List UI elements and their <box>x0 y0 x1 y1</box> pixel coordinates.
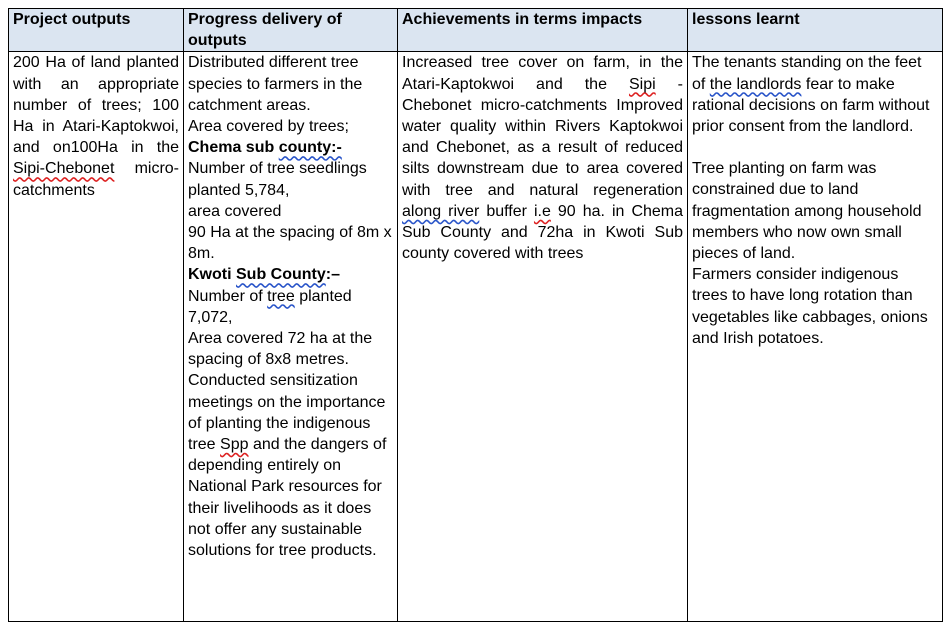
lesson-indigenous-trees: Farmers consider indigenous trees to have long rotation than vegetables like cabbages, onions and Irish potatoes. <box>692 266 928 347</box>
progress-area-covered: Area covered by trees; <box>188 118 349 136</box>
cell-lessons-learnt <box>688 52 943 622</box>
kwoti-trees-planted: Number of tree planted 7,072, <box>188 287 352 326</box>
chema-spacing: 90 Ha at the spacing of 8m x 8m. <box>188 224 392 263</box>
cell-achievements <box>398 52 688 622</box>
chema-seedlings: Number of tree seedlings planted 5,784, <box>188 160 367 199</box>
header-project-outputs: Project outputs <box>9 9 184 52</box>
cell-project-outputs <box>9 52 184 622</box>
cell-progress-delivery <box>184 52 398 622</box>
table-row <box>9 52 943 622</box>
lesson-tenants: The tenants standing on the feet of the landlords fear to make rational decisions on farm without prior consent from the landlord. <box>692 54 930 136</box>
grammar-flag: Sub County <box>236 266 326 284</box>
achievements-text: Increased tree cover on farm, in the Atari-Kaptokwoi and the Sipi - Chebonet micro-catchments Improved water quality within Rivers Kaptokwoi and Chebonet, as a result of reduced silts downstream due to area covered with tree and natural regeneration along river buffer i.e 90 ha. in Chema Sub County and 72ha in Kwoti Sub county covered with trees <box>402 54 684 263</box>
spelling-flag: Sipi <box>628 75 656 93</box>
grammar-flag: tree <box>267 287 295 305</box>
kwoti-heading: Kwoti Sub County:– <box>188 266 340 284</box>
paragraph-spacer <box>692 137 938 158</box>
header-progress-delivery: Progress delivery of outputs <box>184 9 398 52</box>
spelling-flag: i.e <box>533 202 551 220</box>
chema-area: area covered <box>188 202 282 220</box>
outputs-table <box>8 8 943 622</box>
lesson-fragmentation: Tree planting on farm was constrained due to land fragmentation among household members who now own small pieces of land. <box>692 160 922 263</box>
header-row <box>9 9 943 52</box>
grammar-flag: county:- <box>278 139 342 157</box>
grammar-flag: along river <box>402 202 480 220</box>
kwoti-area: Area covered 72 ha at the spacing of 8x8 metres. <box>188 330 373 369</box>
grammar-flag: the landlords <box>709 75 802 93</box>
spelling-flag: Spp <box>220 436 249 454</box>
header-lessons-learnt: lessons learnt <box>688 9 943 52</box>
sensitization-text: Conducted sensitization meetings on the importance of planting the indigenous tree Spp and the dangers of depending entirely on National Park resources for their livelihoods as it does not offer any sustainable solutions for tree products. <box>188 372 387 560</box>
chema-heading: Chema sub county:- <box>188 139 342 157</box>
progress-distribution: Distributed different tree species to farmers in the catchment areas. <box>188 54 363 114</box>
header-achievements: Achievements in terms impacts <box>398 9 688 52</box>
spelling-flag: Sipi-Chebonet <box>13 160 115 178</box>
project-outputs-text: 200 Ha of land planted with an appropriate number of trees; 100 Ha in Atari-Kaptokwoi, and on100Ha in the Sipi-Chebonet micro-catchments <box>13 54 179 199</box>
